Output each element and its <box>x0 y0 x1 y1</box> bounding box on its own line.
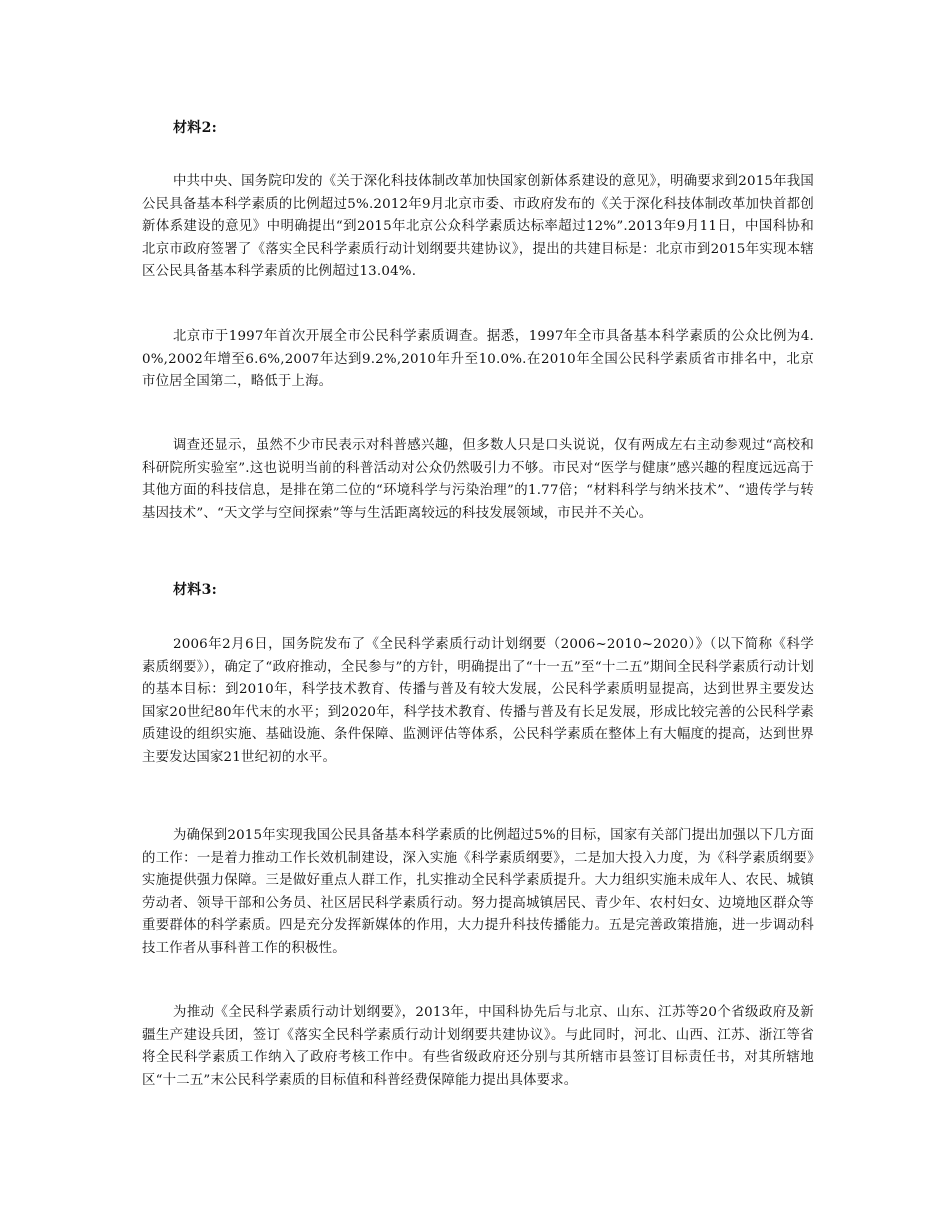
material2-paragraph-3: 调查还显示，虽然不少市民表示对科普感兴趣，但多数人只是口头说说，仅有两成左右主动参观过“高校和科研院所实验室”.这也说明当前的科普活动对公众仍然吸引力不够。市民对“医学与健康”感兴趣的程度远远高于其他方面的科技信息，是排在第二位的“环境科学与污染治理”的1.77倍；“材料科学与纳米技术”、“遗传学与转基因技术”、“天文学与空间探索”等与生活距离较远的科技发展领域，市民并不关心。 <box>142 438 814 521</box>
material2-paragraph-1: 中共中央、国务院印发的《关于深化科技体制改革加快国家创新体系建设的意见》，明确要求到2015年我国公民具备基本科学素质的比例超过5%.2012年9月北京市委、市政府发布的《关于深化科技体制改革加快首都创新体系建设的意见》中明确提出“到2015年北京公众科学素质达标率超过12%”.2013年9月11日，中国科协和北京市政府签署了《落实全民科学素质行动计划纲要共建协议》，提出的共建目标是：北京市到2015年实现本辖区公民具备基本科学素质的比例超过13.04%. <box>142 174 814 280</box>
material3-heading: 材料3: <box>173 582 218 598</box>
material2-paragraph-2: 北京市于1997年首次开展全市公民科学素质调查。据悉，1997年全市具备基本科学素质的公众比例为4.0%,2002年增至6.6%,2007年达到9.2%,2010年升至10.0%.在2010年全国公民科学素质省市排名中，北京市位居全国第二，略低于上海。 <box>142 329 814 390</box>
material3-paragraph-2: 为确保到2015年实现我国公民具备基本科学素质的比例超过5%的目标，国家有关部门提出加强以下几方面的工作：一是着力推动工作长效机制建设，深入实施《科学素质纲要》，二是加大投入力度，为《科学素质纲要》实施提供强力保障。三是做好重点人群工作，扎实推动全民科学素质提升。大力组织实施未成年人、农民、城镇劳动者、领导干部和公务员、社区居民科学素质行动。努力提高城镇居民、青少年、农村妇女、边境地区群众等重要群体的科学素质。四是充分发挥新媒体的作用，大力提升科技传播能力。五是完善政策措施，进一步调动科技工作者从事科普工作的积极性。 <box>142 828 814 956</box>
material2-heading: 材料2: <box>173 120 218 136</box>
material3-paragraph-3: 为推动《全民科学素质行动计划纲要》，2013年，中国科协先后与北京、山东、江苏等20个省级政府及新疆生产建设兵团，签订《落实全民科学素质行动计划纲要共建协议》。与此同时，河北、山西、江苏、浙江等省将全民科学素质工作纳入了政府考核工作中。有些省级政府还分别与其所辖市县签订目标责任书，对其所辖地区“十二五”末公民科学素质的目标值和科普经费保障能力提出具体要求。 <box>142 1005 814 1088</box>
material3-paragraph-1: 2006年2月6日，国务院发布了《全民科学素质行动计划纲要（2006~2010~2020）》（以下简称《科学素质纲要》），确定了“政府推动，全民参与”的方针，明确提出了“十一五”至“十二五”期间全民科学素质行动计划的基本目标：到2010年，科学技术教育、传播与普及有较大发展，公民科学素质明显提高，达到世界主要发达国家20世纪80年代末的水平；到2020年，科学技术教育、传播与普及有长足发展，形成比较完善的公民科学素质建设的组织实施、基础设施、条件保障、监测评估等体系，公民科学素质在整体上有大幅度的提高，达到世界主要发达国家21世纪初的水平。 <box>142 637 814 765</box>
